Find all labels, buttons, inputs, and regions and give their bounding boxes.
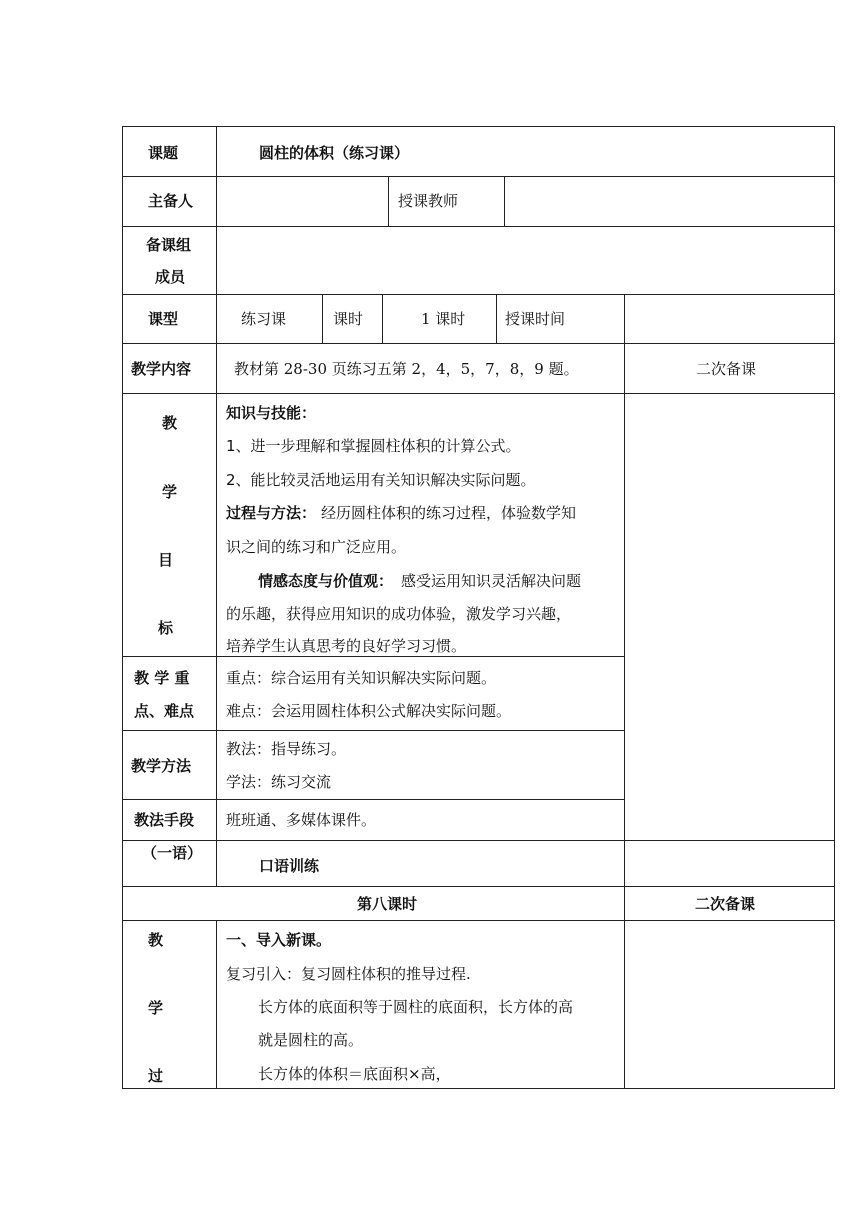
oral-notes-cell xyxy=(624,840,835,887)
members-label-line-2: 成员 xyxy=(155,268,186,286)
means-label: 教法手段 xyxy=(134,811,195,829)
key-points-label-line-1: 教 学 重 xyxy=(134,669,190,687)
key-points-label-line-2: 点、难点 xyxy=(134,702,195,720)
knowledge-title: 知识与技能： xyxy=(226,404,317,422)
process-text-line-1: 经历圆柱体积的练习过程，体验数学知 xyxy=(321,504,577,522)
process-notes-cell xyxy=(624,920,835,1089)
members-label-line-1: 备课组 xyxy=(146,236,192,254)
process-text-line-2: 识之间的练习和广泛应用。 xyxy=(226,538,407,556)
learning-method: 学法：练习交流 xyxy=(226,773,332,791)
session-second-prep: 二次备课 xyxy=(695,895,756,913)
oral-value: 口语训练 xyxy=(259,857,320,875)
process-step-title: 一、导入新课。 xyxy=(226,931,332,949)
process-title: 过程与方法： xyxy=(226,504,317,522)
type-label: 课型 xyxy=(148,310,179,328)
process-line-1: 复习引入：复习圆柱体积的推导过程. xyxy=(226,965,471,983)
hours-label: 课时 xyxy=(333,310,364,328)
course-label: 课题 xyxy=(148,144,179,162)
key-point: 重点：综合运用有关知识解决实际问题。 xyxy=(226,669,497,687)
objectives-side-char-4: 标 xyxy=(158,619,174,637)
process-side-char-3: 过 xyxy=(148,1067,164,1085)
type-value: 练习课 xyxy=(241,310,287,328)
preparer-label: 主备人 xyxy=(148,192,194,210)
objectives-side-char-2: 学 xyxy=(162,483,178,501)
time-label: 授课时间 xyxy=(505,310,566,328)
process-line-4: 长方体的体积＝底面积×高， xyxy=(258,1065,451,1083)
process-line-3: 就是圆柱的高。 xyxy=(258,1031,364,1049)
emotion-title: 情感态度与价值观： xyxy=(258,572,394,590)
methods-label: 教学方法 xyxy=(131,757,192,775)
knowledge-item-2: 2、能比较灵活地运用有关知识解决实际问题。 xyxy=(226,471,536,489)
means-value: 班班通、多媒体课件。 xyxy=(226,811,377,829)
session-title: 第八课时 xyxy=(357,895,418,913)
difficulty-point: 难点：会运用圆柱体积公式解决实际问题。 xyxy=(226,702,512,720)
process-side-char-2: 学 xyxy=(148,999,164,1017)
teacher-value-cell xyxy=(504,176,835,227)
second-prep-notes-cell xyxy=(624,393,835,841)
teaching-method: 教法：指导练习。 xyxy=(226,740,347,758)
emotion-text-line-3: 培养学生认真思考的良好学习习惯。 xyxy=(226,637,467,655)
objectives-side-char-1: 教 xyxy=(162,414,178,432)
process-line-2: 长方体的底面积等于圆柱的底面积，长方体的高 xyxy=(258,998,574,1016)
emotion-text-line-2: 的乐趣，获得应用知识的成功体验，激发学习兴趣， xyxy=(226,605,572,623)
time-value-cell xyxy=(624,294,835,344)
teacher-label: 授课教师 xyxy=(398,192,459,210)
second-prep-label: 二次备课 xyxy=(696,360,757,378)
preparer-value-cell xyxy=(216,176,389,227)
course-title: 圆柱的体积（练习课） xyxy=(259,144,410,162)
hours-value: 1 课时 xyxy=(421,310,466,328)
content-value: 教材第 28-30 页练习五第 2，4，5，7，8，9 题。 xyxy=(234,360,579,378)
members-value-cell xyxy=(216,226,835,295)
process-label-cell xyxy=(122,920,217,1089)
emotion-text-line-1: 感受运用知识灵活解决问题 xyxy=(401,572,582,590)
knowledge-item-1: 1、进一步理解和掌握圆柱体积的计算公式。 xyxy=(226,437,521,455)
objectives-side-char-3: 目 xyxy=(158,551,174,569)
oral-label: （一语） xyxy=(142,844,203,862)
content-label: 教学内容 xyxy=(131,360,192,378)
process-side-char-1: 教 xyxy=(148,931,164,949)
